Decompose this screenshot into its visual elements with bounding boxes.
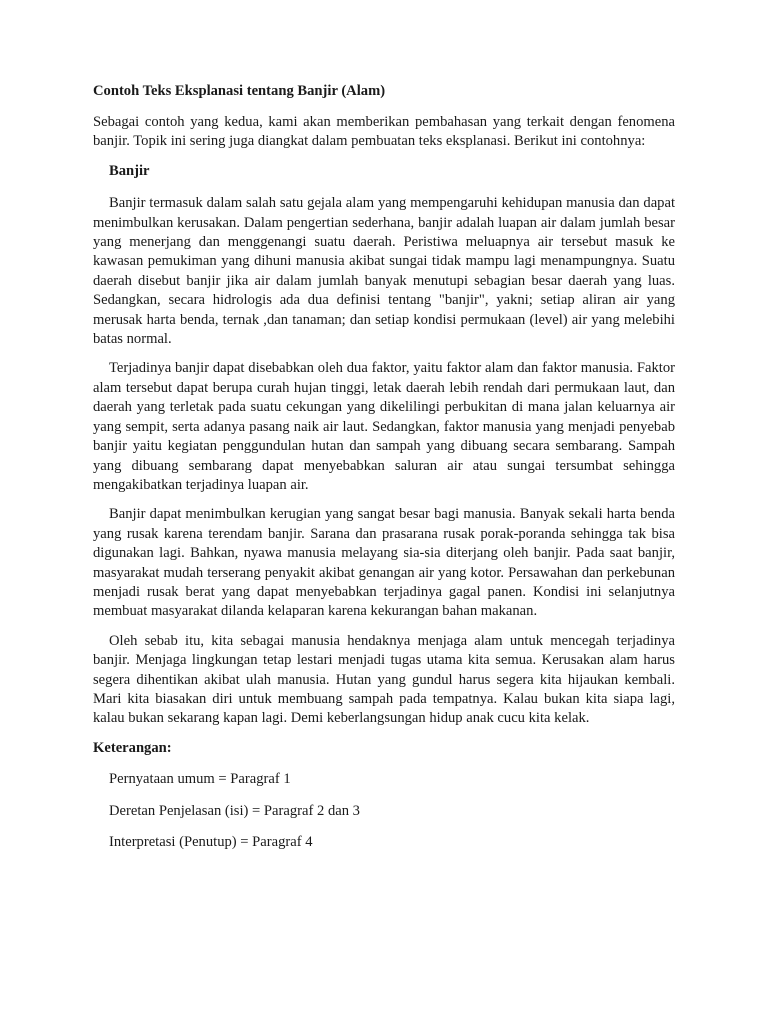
- section-heading: Banjir: [109, 162, 150, 179]
- notes-heading: Keterangan:: [93, 739, 172, 756]
- paragraph-2: Terjadinya banjir dapat disebabkan oleh dua faktor, yaitu faktor alam dan faktor manusia. Faktor alam tersebut dapat berupa curah hujan tinggi, letak daerah lebih rendah dari permukaan laut, dan daerah yang terletak pada suatu cekungan yang dikelilingi perbukitan di mana jalan keluarnya air yang sempit, serta adanya pasang naik air laut. Sedangkan, faktor manusia yang menjadi penyebab banjir yaitu kegiatan penggundulan hutan dan sampah yang dibuang secara sembarang. Sampah yang dibuang sembarang dapat menyebabkan saluran air atau sungai tersumbat sehingga mengakibatkan terjadinya luapan air.: [93, 360, 675, 493]
- document-page: [93, 82, 675, 864]
- paragraph-4: Oleh sebab itu, kita sebagai manusia hendaknya menjaga alam untuk mencegah terjadinya banjir. Menjaga lingkungan tetap lestari menjadi tugas utama kita semua. Kerusakan alam harus segera dihentikan akibat ulah manusia. Hutan yang gundul harus segera kita hijaukan kembali. Mari kita biasakan diri untuk membuang sampah pada tempatnya. Kalau bukan kita siapa lagi, kalau bukan sekarang kapan lagi. Demi keberlangsungan hidup anak cucu kita kelak.: [93, 632, 675, 727]
- paragraph-3: Banjir dapat menimbulkan kerugian yang sangat besar bagi manusia. Banyak sekali harta benda yang rusak karena terendam banjir. Sarana dan prasarana rusak porak-poranda sehingga tak bisa digunakan lagi. Bahkan, nyawa manusia melayang sia-sia diterjang oleh banjir. Pada saat banjir, masyarakat mudah terserang penyakit akibat genangan air yang kotor. Persawahan dan perkebunan menjadi rusak berat yang dapat menyebabkan terjadinya gagal panen. Kondisi ini selanjutnya membuat masyarakat dilanda kelaparan karena kekurangan bahan makanan.: [93, 506, 675, 620]
- note-item: Pernyataan umum = Paragraf 1: [109, 771, 291, 788]
- intro-paragraph: Sebagai contoh yang kedua, kami akan memberikan pembahasan yang terkait dengan fenomena banjir. Topik ini sering juga diangkat dalam pembuatan teks eksplanasi. Berikut ini contohnya:: [93, 114, 675, 150]
- note-item: Interpretasi (Penutup) = Paragraf 4: [109, 834, 313, 850]
- paragraph-1: Banjir termasuk dalam salah satu gejala alam yang mempengaruhi kehidupan manusia dan dapat menimbulkan kerusakan. Dalam pengertian sederhana, banjir adalah luapan air dalam jumlah besar yang menerjang dan menggenangi suatu daerah. Peristiwa meluapnya air tersebut masuk ke kawasan pemukiman yang dihuni manusia akibat sungai tidak mampu lagi menampungnya. Suatu daerah disebut banjir jika air dalam jumlah banyak menutupi sebagian besar daerah yang luas. Sedangkan, secara hidrologis ada dua definisi tentang "banjir", yakni; setiap aliran air yang merusak harta benda, ternak ,dan tanaman; dan setiap kondisi permukaan (level) air yang melebihi batas normal.: [93, 195, 675, 348]
- note-item: Deretan Penjelasan (isi) = Paragraf 2 dan 3: [109, 802, 360, 819]
- document-title: Contoh Teks Eksplanasi tentang Banjir (Alam): [93, 83, 386, 99]
